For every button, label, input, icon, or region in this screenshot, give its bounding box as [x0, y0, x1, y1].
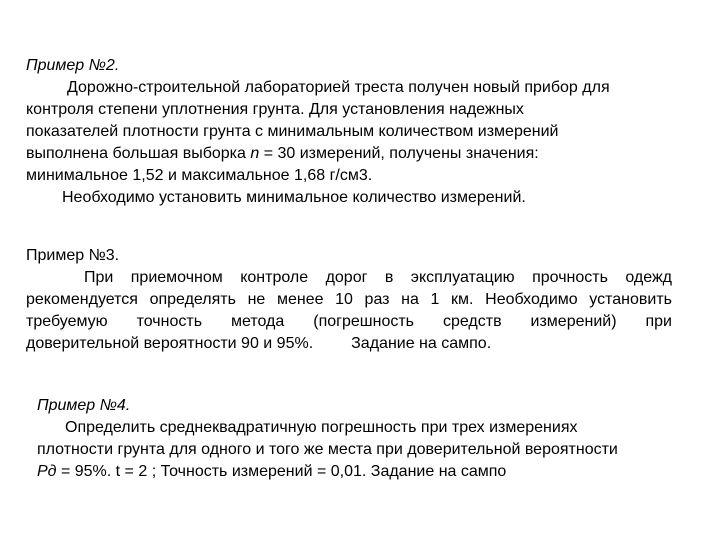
example-4-title: Пример №4. — [37, 397, 131, 414]
confidence-symbol: Pд — [37, 463, 57, 480]
example-2-line-2: контроля степени уплотнения грунта. Для установления надежных — [26, 101, 524, 118]
example-3-line-3: требуемую точность метода (погрешность средств измерений) при — [26, 313, 672, 330]
example-3-block — [26, 245, 672, 355]
example-4-line-1: Определить среднеквадратичную погрешность при трех измерениях — [65, 419, 578, 436]
example-3-title: Пример №3. — [26, 247, 120, 264]
example-2-line-6: Необходимо установить минимальное количество измерений. — [62, 189, 526, 206]
example-4-line-3-rest: = 95%. t = 2 ; Точность измерений = 0,01. Задание на сампо — [56, 463, 507, 480]
example-3-line-4-text: доверительной вероятности 90 и 95%. — [26, 335, 314, 352]
example-3-line-4 — [26, 333, 672, 355]
example-2-line-4 — [26, 143, 706, 165]
example-2-line-3: показателей плотности грунта с минимальным количеством измерений — [26, 123, 559, 140]
example-3-line-1: При приемочном контроле дорог в эксплуатацию прочность одежд — [84, 269, 672, 286]
sample-size-symbol: n — [250, 145, 260, 162]
example-2-line-4-text: выполнена большая выборка — [26, 145, 251, 162]
example-2-line-4-rest: = 30 измерений, получены значения: — [259, 145, 539, 162]
example-2-line-5: минимальное 1,52 и максимальное 1,68 г/см3. — [26, 167, 373, 184]
example-3-task-note: Задание на сампо. — [351, 335, 492, 352]
example-2-line-1: Дорожно-строительной лабораторией треста получен новый прибор для — [67, 79, 610, 96]
example-3-line-2: рекомендуется определять не менее 10 раз на 1 км. Необходимо установить — [26, 291, 672, 308]
example-2-title: Пример №2. — [26, 57, 120, 74]
example-4-line-2: плотности грунта для одного и того же места при доверительной вероятности — [37, 441, 618, 458]
example-4-block — [37, 395, 707, 483]
example-4-line-3 — [37, 461, 707, 483]
example-2-block — [26, 55, 706, 209]
